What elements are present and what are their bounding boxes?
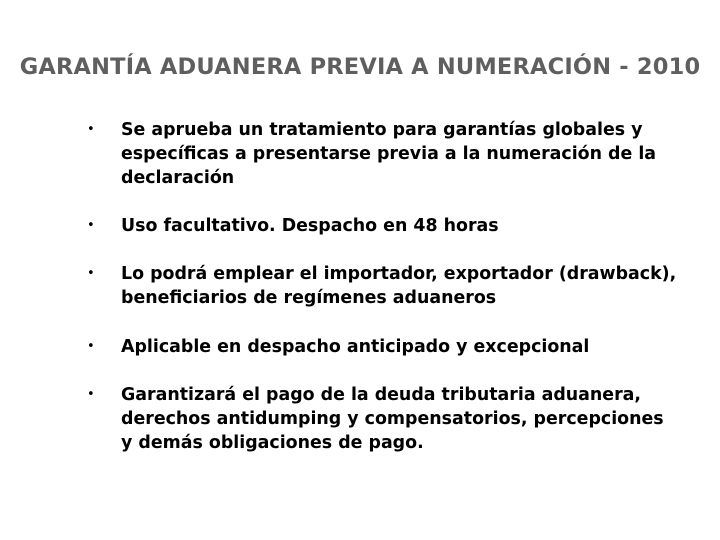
bullet-line: derechos antidumping y compensatorios, percepciones [121, 409, 664, 429]
bullet-line: y demás obligaciones de pago. [121, 433, 424, 453]
bullet-icon: • [87, 266, 95, 281]
bullet-line: Aplicable en despacho anticipado y excepcional [121, 337, 590, 357]
bullet-icon: • [87, 339, 95, 354]
bullet-line: Lo podrá emplear el importador, exportador (drawback), [121, 264, 677, 284]
bullet-text [121, 214, 720, 238]
bullet-line: Uso facultativo. Despacho en 48 horas [121, 216, 499, 236]
bullet-text [121, 118, 720, 190]
bullet-text [121, 335, 720, 359]
bullet-icon: • [87, 122, 95, 137]
bullet-line: Se aprueba un tratamiento para garantías globales y [121, 120, 643, 140]
bullet-line: específicas a presentarse previa a la numeración de la [121, 144, 657, 164]
bullet-line: Garantizará el pago de la deuda tributaria aduanera, [121, 385, 642, 405]
bullet-text [121, 262, 720, 310]
bullet-icon: • [87, 387, 95, 402]
bullet-line: declaración [121, 168, 235, 188]
bullet-line: beneficiarios de regímenes aduaneros [121, 288, 497, 308]
slide-title: GARANTÍA ADUANERA PREVIA A NUMERACIÓN - 2010 [19, 54, 701, 80]
bullet-text [121, 383, 720, 455]
bullet-icon: • [87, 218, 95, 233]
